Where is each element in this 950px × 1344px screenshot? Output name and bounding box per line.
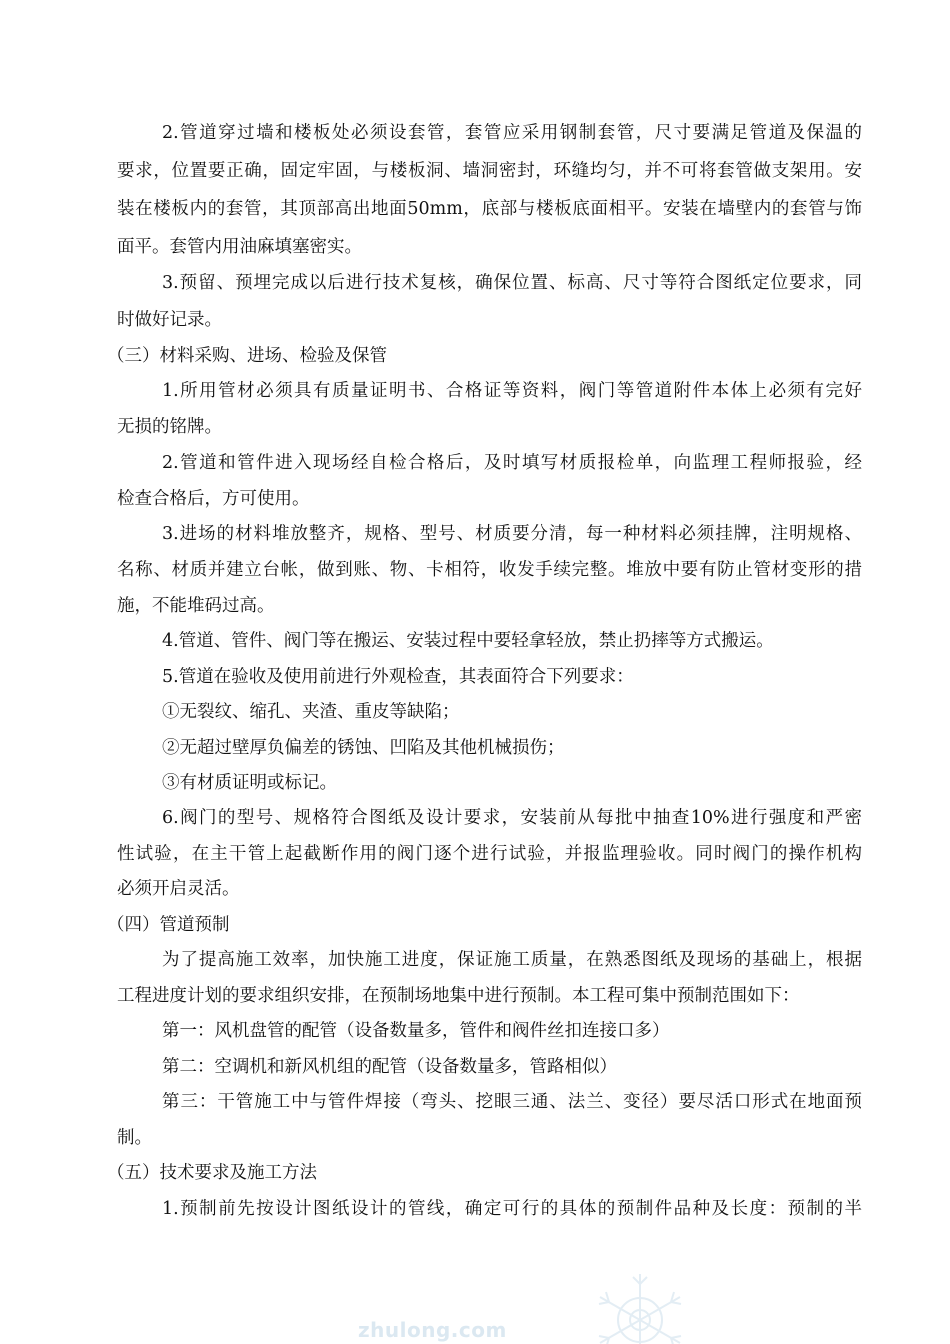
paragraph-line: 1.所用管材必须具有质量证明书、合格证等资料，阀门等管道附件本体上必须有完好 bbox=[162, 381, 862, 401]
paragraph-line: 2.管道和管件进入现场经自检合格后，及时填写材质报检单，向监理工程师报验，经 bbox=[162, 453, 862, 473]
watermark-text: zhulong.com bbox=[358, 1318, 507, 1342]
paragraph-line: 施，不能堆码过高。 bbox=[117, 596, 275, 616]
section-heading: （三）材料采购、进场、检验及保管 bbox=[107, 346, 387, 366]
paragraph-line: 性试验，在主干管上起截断作用的阀门逐个进行试验，并报监理验收。同时阀门的操作机构 bbox=[117, 844, 862, 864]
section-heading: （五）技术要求及施工方法 bbox=[107, 1163, 317, 1183]
paragraph-line: 时做好记录。 bbox=[117, 310, 222, 330]
paragraph-line: 装在楼板内的套管，其顶部高出地面50mm，底部与楼板底面相平。安装在墙壁内的套管与饰 bbox=[117, 199, 862, 219]
section-heading: （四）管道预制 bbox=[107, 915, 230, 935]
paragraph-line: 名称、材质并建立台帐，做到账、物、卡相符，收发手续完整。堆放中要有防止管材变形的措 bbox=[117, 560, 862, 580]
paragraph-line: 要求，位置要正确，固定牢固，与楼板洞、墙洞密封，环缝均匀，并不可将套管做支架用。安 bbox=[117, 161, 862, 181]
snowflake-logo-icon bbox=[585, 1262, 695, 1344]
paragraph-line: 工程进度计划的要求组织安排，在预制场地集中进行预制。本工程可集中预制范围如下： bbox=[117, 986, 800, 1006]
paragraph-line: 检查合格后，方可使用。 bbox=[117, 489, 310, 509]
paragraph-line: 第三：干管施工中与管件焊接（弯头、挖眼三通、法兰、变径）要尽活口形式在地面预 bbox=[162, 1092, 862, 1112]
paragraph-line: 3.预留、预埋完成以后进行技术复核，确保位置、标高、尺寸等符合图纸定位要求，同 bbox=[162, 273, 862, 293]
list-item: ①无裂纹、缩孔、夹渣、重皮等缺陷； bbox=[162, 702, 460, 722]
paragraph-line: 面平。套管内用油麻填塞密实。 bbox=[117, 237, 362, 257]
paragraph-line: 1.预制前先按设计图纸设计的管线，确定可行的具体的预制件品种及长度：预制的半 bbox=[162, 1199, 862, 1219]
paragraph-line: 3.进场的材料堆放整齐，规格、型号、材质要分清，每一种材料必须挂牌，注明规格、 bbox=[162, 524, 862, 544]
paragraph-line: 2.管道穿过墙和楼板处必须设套管，套管应采用钢制套管，尺寸要满足管道及保温的 bbox=[162, 123, 862, 143]
list-item: ③有材质证明或标记。 bbox=[162, 773, 337, 793]
list-item: ②无超过壁厚负偏差的锈蚀、凹陷及其他机械损伤； bbox=[162, 738, 565, 758]
paragraph-line: 为了提高施工效率，加快施工进度，保证施工质量，在熟悉图纸及现场的基础上，根据 bbox=[162, 950, 862, 970]
paragraph-line: 6.阀门的型号、规格符合图纸及设计要求，安装前从每批中抽查10%进行强度和严密 bbox=[162, 808, 862, 828]
paragraph-line: 必须开启灵活。 bbox=[117, 879, 240, 899]
paragraph-line: 制。 bbox=[117, 1128, 152, 1148]
paragraph-line: 第一：风机盘管的配管（设备数量多，管件和阀件丝扣连接口多） bbox=[162, 1021, 670, 1041]
paragraph-line: 第二：空调机和新风机组的配管（设备数量多，管路相似） bbox=[162, 1057, 617, 1077]
paragraph-line: 无损的铭牌。 bbox=[117, 417, 222, 437]
paragraph-line: 5.管道在验收及使用前进行外观检查，其表面符合下列要求： bbox=[162, 667, 634, 687]
paragraph-line: 4.管道、管件、阀门等在搬运、安装过程中要轻拿轻放，禁止扔摔等方式搬运。 bbox=[162, 631, 774, 651]
